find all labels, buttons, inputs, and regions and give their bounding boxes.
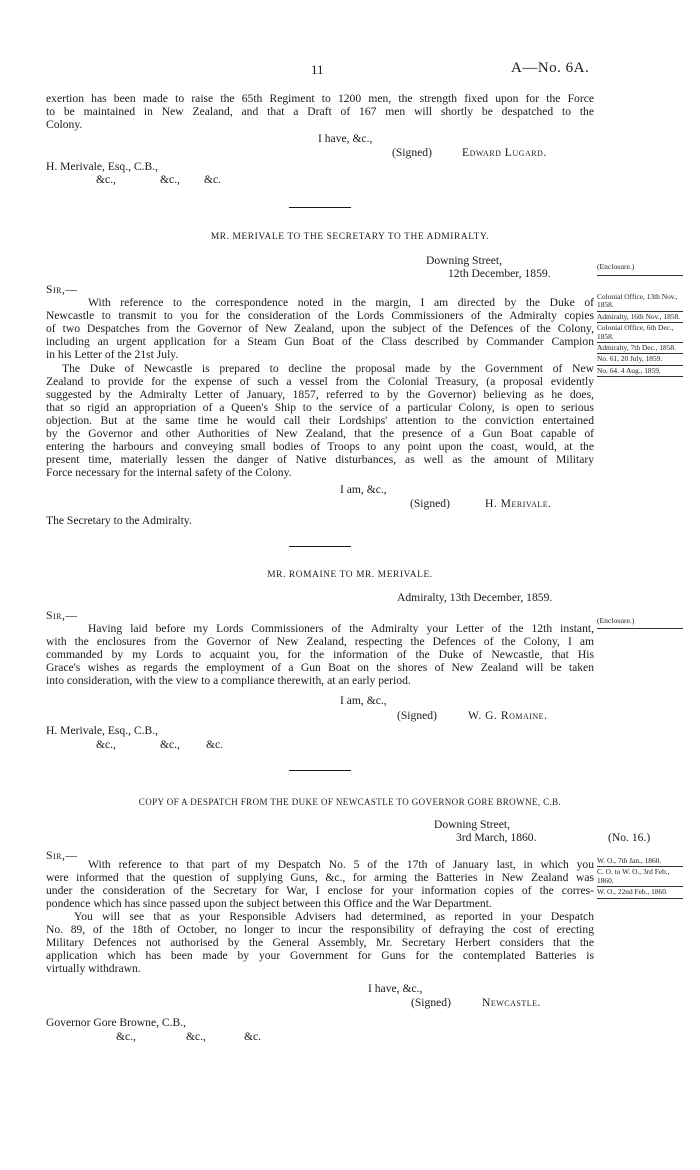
letter3-line: commanded by my Lords to acquaint you, for the information of the Duke of Newcastle, that His [46,648,594,661]
letter1-etc: &c., [96,173,116,186]
letter3-line: with the enclosures from the Governor of New Zealand, respecting the Defences of the Colony, I am [46,635,594,648]
section-divider [289,207,351,208]
letter4-margin-notes [597,857,683,900]
letter4-line: No. 89, of the 18th of October, no longer to incur the responsibility of defraying the cost of erecting [46,923,594,936]
letter2-line: With reference to the correspondence noted in the margin, I am directed by the Duke of [88,296,594,309]
margin-note: W. O., 22nd Feb., 1860. [597,888,683,898]
letter3-date: Admiralty, 13th December, 1859. [397,591,553,604]
page-number: 11 [311,62,324,77]
section-divider [289,546,351,547]
letter4-line: were informed that the question of supplying Guns, &c., for arming the Batteries in New Zealand was [46,871,594,884]
margin-rule [597,275,683,276]
letter3-addressee: H. Merivale, Esq., C.B., [46,724,159,737]
letter2-addressee: The Secretary to the Admiralty. [46,514,192,527]
letter1-line: to be maintained in New Zealand, and that a Draft of 167 men will shortly be despatched to the [46,105,594,118]
letter1-etc: &c. [204,173,222,186]
letter3-line: Having laid before my Lords Commissioners of the Admiralty your Letter of the 12th instant, [88,622,594,635]
letter3-etc: &c., [160,738,180,751]
letter3-line: into consideration, with the view to a compliance therewith, at an early period. [46,674,411,687]
letter4-etc: &c. [244,1030,262,1043]
letter3-signed: (Signed) [397,709,437,722]
letter2-line: by the Governor and other Authorities of New Zealand, that the presence of a Gun Boat capable of [46,427,594,440]
letter4-line: Military Defences not authorised by the General Assembly, Mr. Secretary Herbert considers that the [46,936,594,949]
letter4-line: With reference to that part of my Despatch No. 5 of the 17th of January last, in which you [88,858,594,871]
letter2-line: Newcastle to transmit to you for the consideration of the Lords Commissioners of the Admiralty copies [46,309,594,322]
letter1-etc: &c., [160,173,180,186]
margin-note: Admiralty, 7th Dec., 1858. [597,344,683,354]
letter3-etc: &c., [96,738,116,751]
letter2-line: entering the harbours and conveying small bodies of Troops to any point upon the coast, would, at the [46,440,594,453]
letter4-heading: COPY OF A DESPATCH FROM THE DUKE OF NEWCASTLE TO GOVERNOR GORE BROWNE, C.B. [138,797,562,807]
letter1-signed: (Signed) [392,146,432,159]
letter2-margin-notes [597,293,683,378]
document-reference: A—No. 6A. [511,60,590,76]
letter3-salutation: Sir,— [46,609,78,622]
letter2-line: including an urgent application for a Steam Gun Boat of the Class described by Commander Campion [46,335,594,348]
letter2-line: The Duke of Newcastle is prepared to decline the proposal made by the Government of New [62,362,594,375]
letter1-closing: I have, &c., [318,132,373,145]
letter3-line: Grace's wishes as regards the employment of a Gun Boat on the shores of New Zealand will be taken [46,661,594,674]
margin-note: No. 61, 20 July, 1859. [597,355,683,365]
letter2-line: present time, materially lessen the danger of Native disturbances, as well as the amount of Military [46,453,594,466]
letter4-salutation: Sir,— [46,849,78,862]
letter2-signed: (Signed) [410,497,450,510]
letter1-addressee: H. Merivale, Esq., C.B., [46,160,159,173]
letter4-number: (No. 16.) [608,831,651,844]
letter4-address: Downing Street, [434,818,510,831]
letter4-closing: I have, &c., [368,982,423,995]
letter2-signatory: H. Merivale. [485,497,552,510]
letter2-address: Downing Street, [426,254,502,267]
margin-note: Colonial Office, 6th Dec., 1858. [597,324,683,343]
letter2-line: that so rigid an appropriation of a Queen's Ship to the service of a particular Colony, is open to serious [46,401,594,414]
margin-note: Admiralty, 16th Nov., 1858. [597,313,683,323]
letter2-line: Force necessary for the internal safety of the Colony. [46,466,292,479]
letter2-line: in his Letter of the 21st July. [46,348,179,361]
letter2-salutation: Sir,— [46,283,78,296]
letter4-line: virtually withdrawn. [46,962,141,975]
letter4-signatory: Newcastle. [482,996,541,1009]
margin-note: C. O. to W. O., 3rd Feb., 1860. [597,868,683,887]
letter2-line: Zealand to provide for the expense of such a vessel from the Colonial Treasury, (a proposal evidently [46,375,594,388]
letter1-line: Colony. [46,118,83,131]
letter2-line: suggested by the Admiralty Letter of January, 1857, referred to by the Governor) believing as he does, [46,388,594,401]
letter4-line: application which has been made by your Government for Guns for the contemplated Batteries is [46,949,594,962]
letter2-date: 12th December, 1859. [448,267,551,280]
letter4-etc: &c., [186,1030,206,1043]
letter3-closing: I am, &c., [340,694,387,707]
margin-note: W. O., 7th Jan., 1860. [597,857,683,867]
margin-note: Colonial Office, 13th Nov., 1858. [597,293,683,312]
letter2-closing: I am, &c., [340,483,387,496]
letter3-signatory: W. G. Romaine. [468,709,548,722]
letter4-signed: (Signed) [411,996,451,1009]
letter4-line: You will see that as your Responsible Advisers had determined, as reported in your Despatch [74,910,594,923]
letter3-enclosure-note: (Enclosure.) [597,616,635,625]
letter2-heading: MR. MERIVALE TO THE SECRETARY TO THE ADMIRALTY. [210,232,490,242]
letter2-line: objection. But at the same time he would call their Lordships' attention to the conviction entertained [46,414,594,427]
letter4-etc: &c., [116,1030,136,1043]
letter1-signatory: Edward Lugard. [462,146,547,159]
letter2-line: of two Despatches from the Governor of New Zealand, upon the subject of the Defences of the Colony, [46,322,594,335]
section-divider [289,770,351,771]
letter4-date: 3rd March, 1860. [456,831,537,844]
letter2-enclosure-note: (Enclosure.) [597,262,635,271]
letter1-line: exertion has been made to raise the 65th Regiment to 1200 men, the strength fixed upon for the Force [46,92,594,105]
margin-note: No. 64. 4 Aug., 1859. [597,367,683,377]
margin-rule [597,628,683,629]
letter4-addressee: Governor Gore Browne, C.B., [46,1016,187,1029]
letter3-heading: MR. ROMAINE TO MR. MERIVALE. [267,570,433,580]
letter3-etc: &c. [206,738,224,751]
letter4-line: under the consideration of the Secretary for War, I enclose for your information copies of the corres- [46,884,594,897]
letter4-line: pondence which has since passed upon the subject between this Office and the War Department. [46,897,492,910]
